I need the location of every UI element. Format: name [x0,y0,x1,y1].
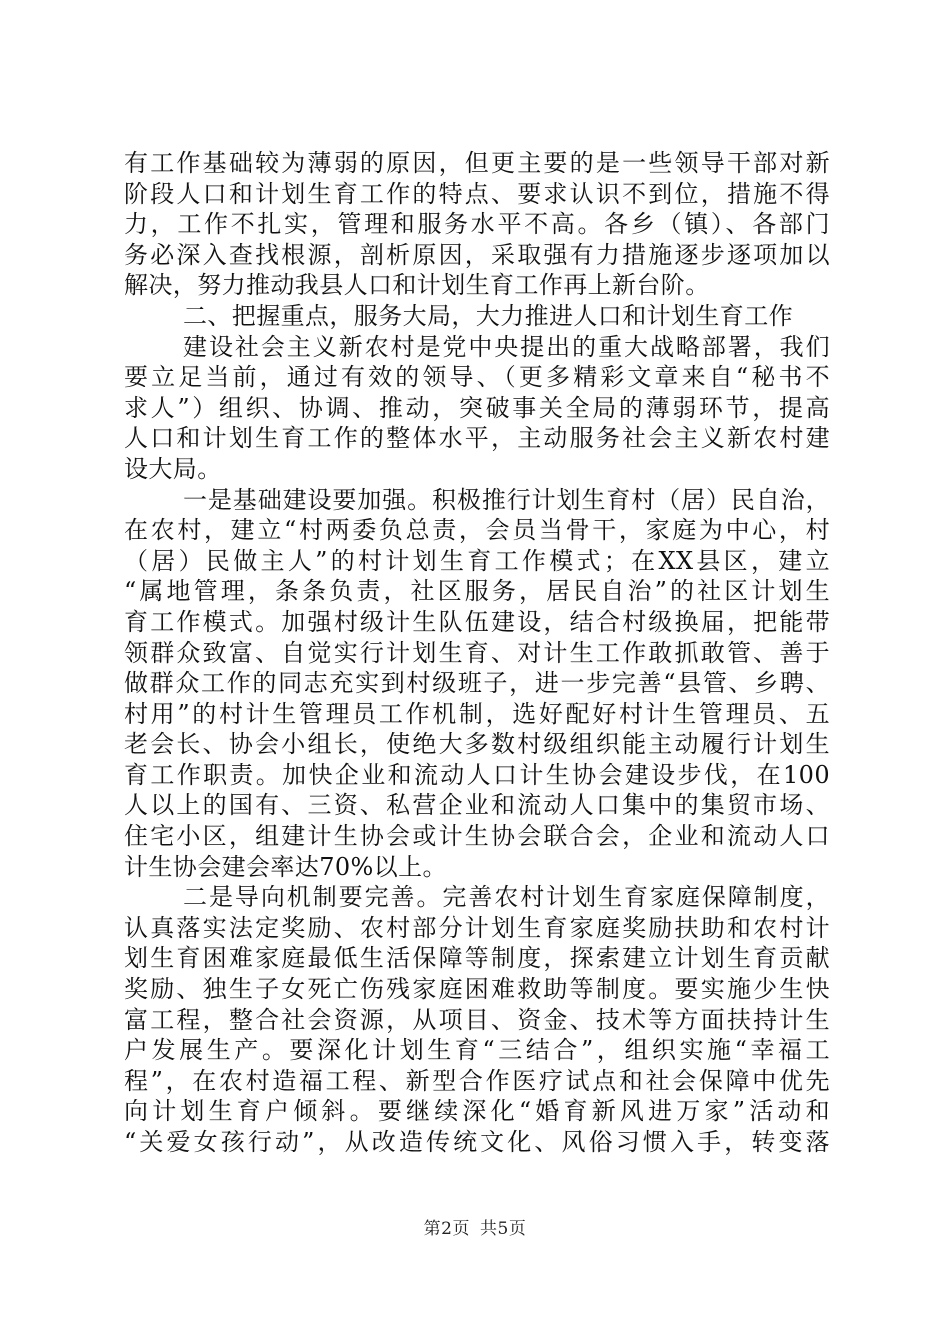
text-line: 二是导向机制要完善。完善农村计划生育家庭保障制度， [183,883,830,912]
text-line: 认真落实法定奖励、农村部分计划生育家庭奖励扶助和农村计 [124,913,830,942]
page-number-total: 共5页 [480,1219,527,1239]
text-line: 领群众致富、自觉实行计划生育、对计生工作敢抓敢管、善于 [124,638,830,667]
text-line: “属地管理，条条负责，社区服务，居民自治”的社区计划生 [124,577,830,606]
page-footer [0,1214,950,1239]
text-line: 设大局。 [124,454,222,483]
section-heading: 二、把握重点，服务大局，大力推进人口和计划生育工作 [183,301,793,330]
text-line: 划生育困难家庭最低生活保障等制度，探索建立计划生育贡献 [124,944,830,973]
text-line: 户发展生产。要深化计划生育“三结合”，组织实施“幸福工 [124,1036,830,1065]
text-line: 做群众工作的同志充实到村级班子，进一步完善“县管、乡聘、 [124,669,830,698]
text-line: 力，工作不扎实，管理和服务水平不高。各乡（镇）、各部门 [124,210,830,239]
text-line: 村用”的村计生管理员工作机制，选好配好村计生管理员、五 [124,699,830,728]
text-line: 解决，努力推动我县人口和计划生育工作再上新台阶。 [124,271,710,300]
text-line: 务必深入查找根源，剖析原因，采取强有力措施逐步逐项加以 [124,240,830,269]
text-line: 计生协会建会率达70%以上。 [124,852,447,881]
text-line: 育工作职责。加快企业和流动人口计生协会建设步伐，在100 [124,760,830,789]
text-line: “关爱女孩行动”，从改造传统文化、风俗习惯入手，转变落 [124,1128,830,1156]
text-line: 求人”）组织、协调、推动，突破事关全局的薄弱环节，提高 [124,393,830,422]
text-line: 程”，在农村造福工程、新型合作医疗试点和社会保障中优先 [124,1066,830,1095]
page-number-current: 第2页 [423,1219,470,1239]
text-line: 住宅小区，组建计生协会或计生协会联合会，企业和流动人口 [124,822,830,851]
text-line: 一是基础建设要加强。积极推行计划生育村（居）民自治， [183,485,830,514]
text-line: 有工作基础较为薄弱的原因，但更主要的是一些领导干部对新 [124,149,830,177]
text-line: 建设社会主义新农村是党中央提出的重大战略部署，我们 [183,332,830,361]
text-line: 老会长、协会小组长，使绝大多数村级组织能主动履行计划生 [124,730,830,759]
text-line: 阶段人口和计划生育工作的特点、要求认识不到位，措施不得 [124,179,830,208]
text-line: 人以上的国有、三资、私营企业和流动人口集中的集贸市场、 [124,791,830,820]
document-body [124,148,830,1158]
text-line: 奖励、独生子女死亡伤残家庭困难救助等制度。要实施少生快 [124,975,830,1004]
text-line: 富工程，整合社会资源，从项目、资金、技术等方面扶持计生 [124,1005,830,1034]
text-line: 向计划生育户倾斜。要继续深化“婚育新风进万家”活动和 [124,1097,830,1126]
text-line: 人口和计划生育工作的整体水平，主动服务社会主义新农村建 [124,424,830,453]
text-line: 育工作模式。加强村级计生队伍建设，结合村级换届，把能带 [124,607,830,636]
text-line: （居）民做主人”的村计划生育工作模式；在XX县区，建立 [124,546,830,575]
text-line: 要立足当前，通过有效的领导、（更多精彩文章来自“秘书不 [124,363,830,392]
text-line: 在农村，建立“村两委负总责，会员当骨干，家庭为中心，村 [124,516,830,545]
